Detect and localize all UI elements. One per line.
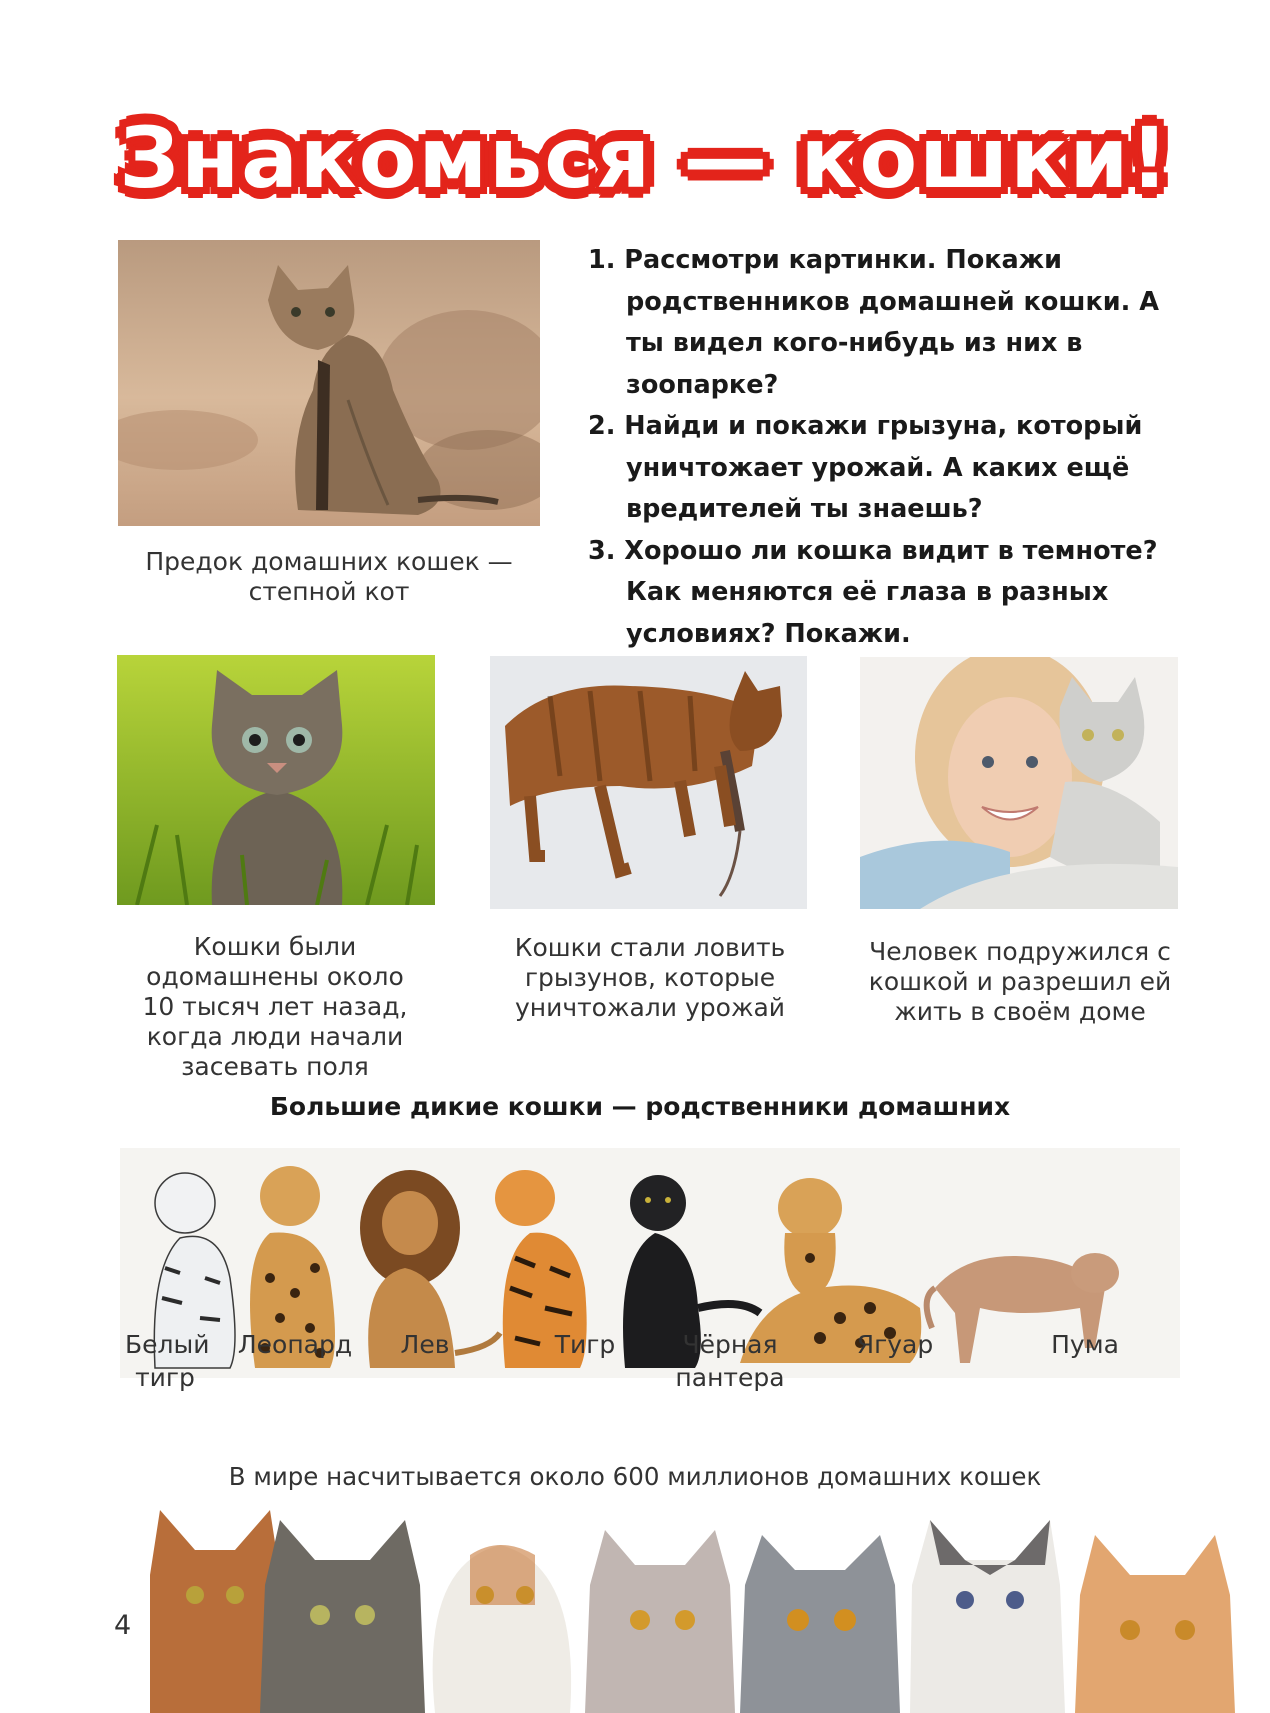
kitten-in-grass-photo [117, 655, 435, 905]
wild-cat-label: Лев [400, 1330, 450, 1359]
task-item: 1. Рассмотри картинки. Покажи родственников домашней кошки. А ты видел кого-нибудь из них в зоопарке? [588, 245, 1159, 400]
task-item: 2. Найди и покажи грызуна, который уничтожает урожай. А каких ещё вредителей ты знаешь? [588, 411, 1143, 524]
wild-cat-label: Ягуар [856, 1330, 934, 1359]
wild-cats-row [120, 1148, 1180, 1392]
wild-cat-label: Чёрная пантера [675, 1330, 785, 1392]
cat-with-rodent-photo [490, 656, 807, 909]
task-item: 3. Хорошо ли кошка видит в темноте? Как меняются её глаза в разных условиях? Покажи. [588, 535, 1158, 649]
page-number: 4 [114, 1610, 132, 1641]
domestication-caption: Кошки были одомашнены около 10 тысяч лет назад, когда люди начали засевать поля [142, 932, 408, 1081]
task-list [588, 240, 1188, 655]
wild-cats-heading: Большие дикие кошки — родственники домашних [269, 1092, 1011, 1121]
rodent-hunting-caption: Кошки стали ловить грызунов, которые уничтожали урожай [514, 933, 786, 1022]
domestic-cats-count: В мире насчитывается около 600 миллионов домашних кошек [228, 1462, 1042, 1491]
wild-cat-label: Пума [1051, 1330, 1119, 1359]
page-title-banner [119, 108, 1171, 208]
domestic-cats-row [140, 1495, 1270, 1713]
wild-cat-label: Белый тигр [125, 1330, 210, 1392]
wild-cat-label: Тигр [554, 1330, 616, 1359]
page-title: Знакомься — кошки! [119, 109, 1171, 207]
wild-cat-label: Леопард [237, 1330, 353, 1359]
girl-with-cat-photo [860, 657, 1178, 909]
steppe-cat-caption: Предок домашних кошек — степной кот [145, 547, 513, 606]
steppe-cat-photo [118, 240, 540, 526]
friendship-caption: Человек подружился с кошкой и разрешил ей жить в своём доме [868, 937, 1172, 1026]
